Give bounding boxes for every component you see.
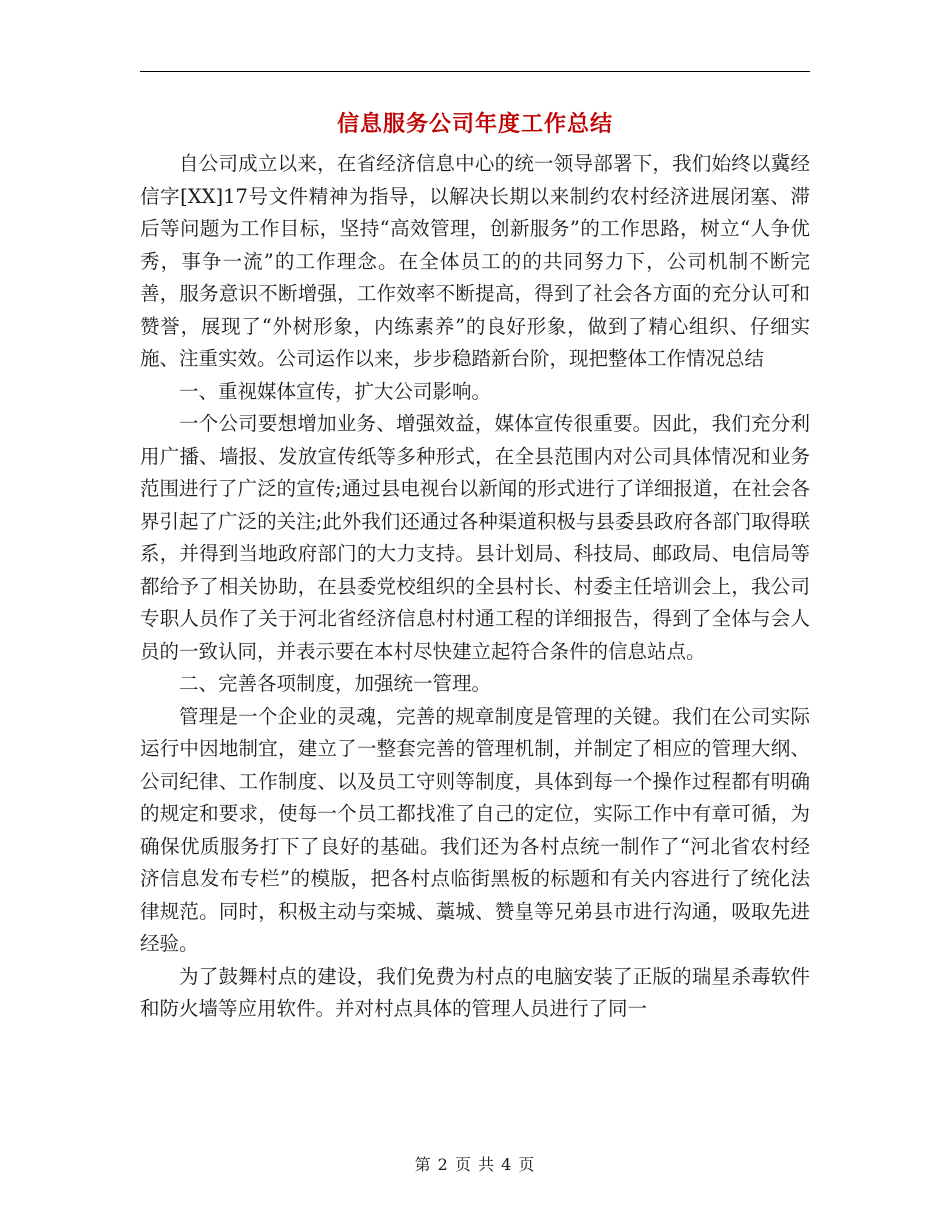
paragraph-management: 管理是一个企业的灵魂，完善的规章制度是管理的关键。我们在公司实际运行中因地制宜，建立了一整套完善的管理机制，并制定了相应的管理大纲、公司纪律、工作制度、以及员工守则等制度，具体到每一个操作过程都有明确的规定和要求，使每一个员工都找准了自己的定位，实际工作中有章可循，为确保优质服务打下了良好的基础。我们还为各村点统一制作了“河北省农村经济信息发布专栏”的模版，把各村点临街黑板的标题和有关内容进行了统化法律规范。同时，积极主动与栾城、藁城、赞皇等兄弟县市进行沟通，吸取先进经验。 bbox=[140, 704, 810, 955]
section-heading-2: 二、完善各项制度，加强统一管理。 bbox=[179, 672, 492, 695]
paragraph-media: 一个公司要想增加业务、增强效益，媒体宣传很重要。因此，我们充分利用广播、墙报、发放宣传纸等多种形式，在全县范围内对公司具体情况和业务范围进行了广泛的宣传;通过县电视台以新闻的形式进行了详细报道，在社会各界引起了广泛的关注;此外我们还通过各种渠道积极与县委县政府各部门取得联系，并得到当地政府部门的大力支持。县计划局、科技局、邮政局、电信局等都给予了相关协助，在县委党校组织的全县村长、村委主任培训会上，我公司专职人员作了关于河北省经济信息村村通工程的详细报告，得到了全体与会人员的一致认同，并表示要在本村尽快建立起符合条件的信息站点。 bbox=[140, 412, 810, 663]
document-title: 信息服务公司年度工作总结 bbox=[336, 111, 613, 137]
document-body bbox=[140, 148, 810, 1026]
paragraph-intro: 自公司成立以来，在省经济信息中心的统一领导部署下，我们始终以冀经信字[XX]17号文件精神为指导，以解决长期以来制约农村经济进展闭塞、滞后等问题为工作目标，坚持“高效管理，创新服务”的工作思路，树立“人争优秀，事争一流”的工作理念。在全体员工的的共同努力下，公司机制不断完善，服务意识不断增强，工作效率不断提高，得到了社会各方面的充分认可和赞誉，展现了“外树形象，内练素养”的良好形象，做到了精心组织、仔细实施、注重实效。公司运作以来，步步稳踏新台阶，现把整体工作情况总结 bbox=[140, 152, 810, 370]
paragraph-software: 为了鼓舞村点的建设，我们免费为村点的电脑安装了正版的瑞星杀毒软件和防火墙等应用软件。并对村点具体的管理人员进行了同一 bbox=[140, 964, 810, 1020]
section-heading-1: 一、重视媒体宣传，扩大公司影响。 bbox=[179, 379, 492, 403]
header-rule bbox=[140, 71, 810, 72]
page-number-footer: 第 2 页 共 4 页 bbox=[414, 1155, 536, 1174]
